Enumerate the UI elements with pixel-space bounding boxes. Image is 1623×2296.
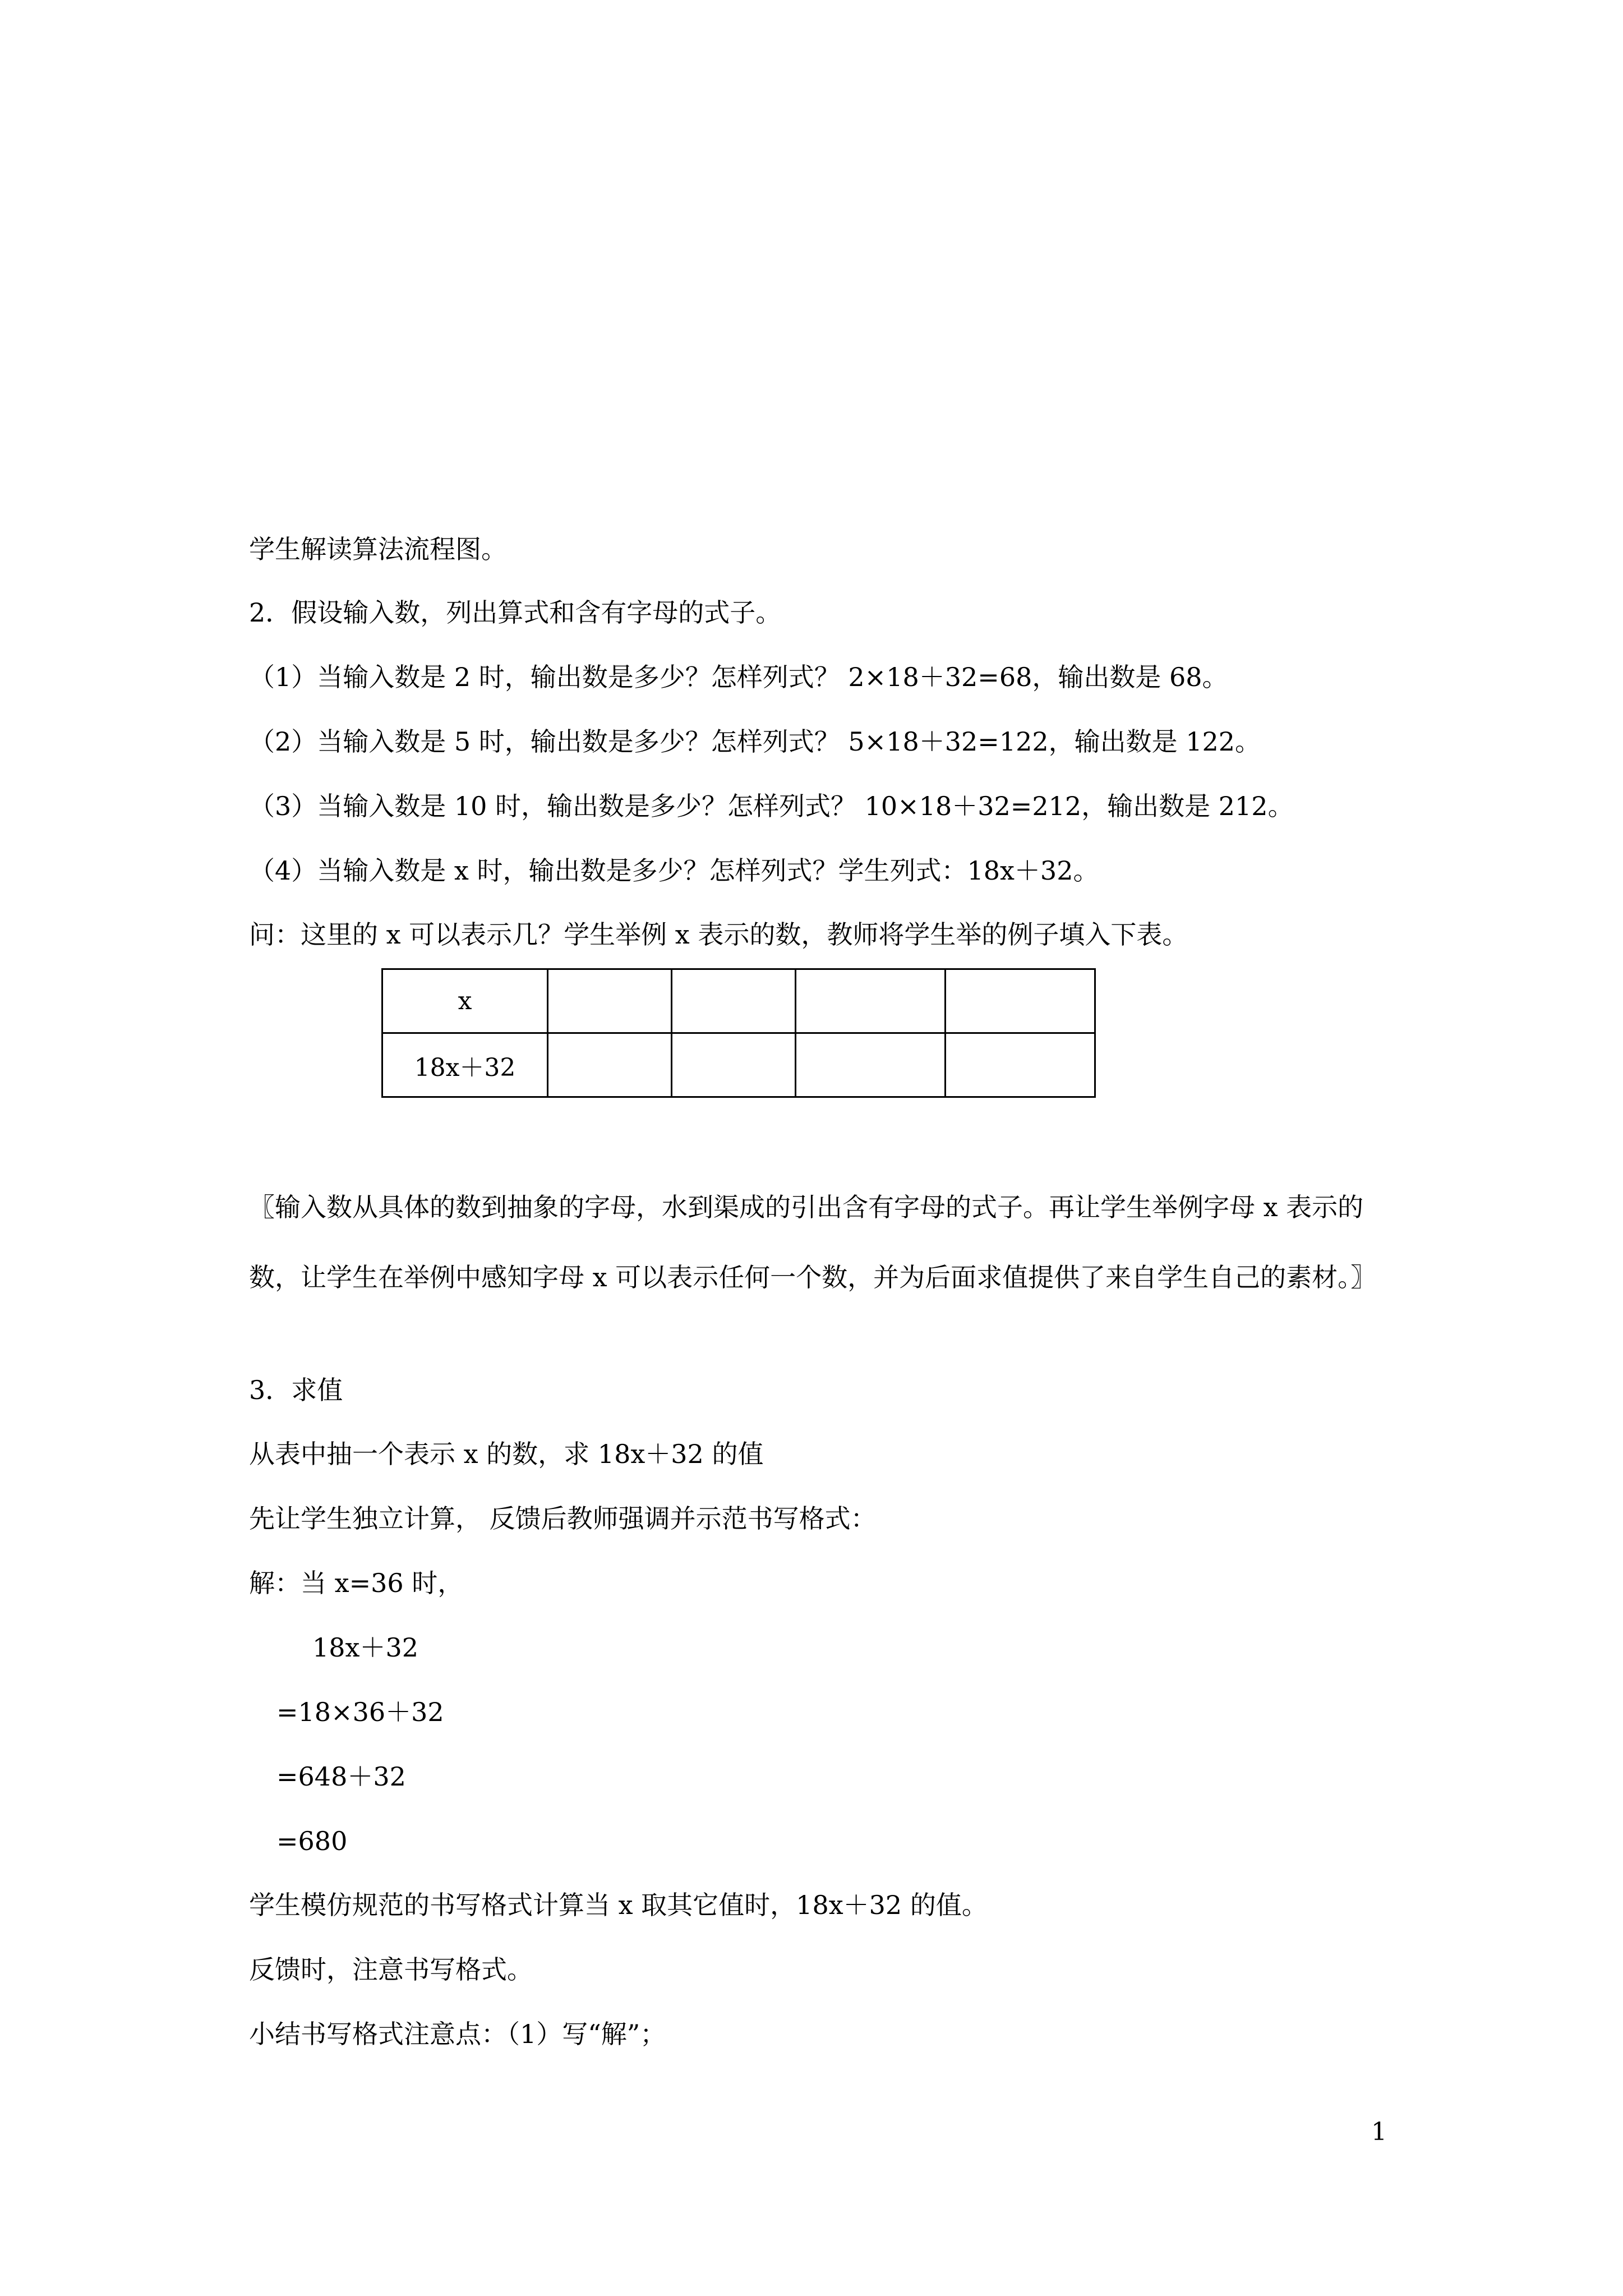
page-number: 1 [1371, 2118, 1387, 2146]
text-line: 问：这里的 x 可以表示几？学生举例 x 表示的数，教师将学生举的例子填入下表。 [249, 919, 1188, 950]
math-step: =18×36＋32 [276, 1697, 444, 1727]
text-line: 先让学生独立计算， 反馈后教师强调并示范书写格式： [249, 1503, 877, 1534]
table-cell [946, 1033, 1095, 1097]
text-line: 解：当 x=36 时， [249, 1568, 464, 1598]
section-heading: 3．求值 [249, 1375, 343, 1405]
table-cell [548, 969, 672, 1033]
text-line: 学生模仿规范的书写格式计算当 x 取其它值时，18x＋32 的值。 [249, 1890, 988, 1920]
text-line: （4）当输入数是 x 时，输出数是多少？怎样列式？学生列式：18x＋32。 [249, 855, 1099, 886]
math-step: 18x＋32 [312, 1632, 419, 1663]
table-cell: x [382, 969, 548, 1033]
table-cell [796, 1033, 946, 1097]
text-line: 从表中抽一个表示 x 的数，求 18x＋32 的值 [249, 1439, 764, 1469]
example-table [381, 968, 1096, 1098]
math-step: =648＋32 [276, 1761, 406, 1792]
table-cell [796, 969, 946, 1033]
table-cell [946, 969, 1095, 1033]
text-line: （1）当输入数是 2 时，输出数是多少？怎样列式？ 2×18＋32=68，输出数是 68。 [249, 662, 1228, 692]
table-cell [548, 1033, 672, 1097]
text-line: （2）当输入数是 5 时，输出数是多少？怎样列式？ 5×18＋32=122，输出数是 122。 [249, 726, 1261, 757]
table-cell: 18x＋32 [382, 1033, 548, 1097]
design-note: 〖输入数从具体的数到抽象的字母，水到渠成的引出含有字母的式子。再让学生举例字母 x 表示的数，让学生在举例中感知字母 x 可以表示任何一个数，并为后面求值提供了来自学生自己的素材。〗 [249, 1192, 1377, 1292]
table-cell [672, 1033, 796, 1097]
table-row [382, 1033, 1095, 1097]
text-line: 学生解读算法流程图。 [249, 534, 507, 564]
table-cell [672, 969, 796, 1033]
table-row [382, 969, 1095, 1033]
text-line: （3）当输入数是 10 时，输出数是多少？怎样列式？ 10×18＋32=212，输出数是 212。 [249, 791, 1294, 821]
text-line: 小结书写格式注意点：（1）写“解”； [249, 2019, 666, 2049]
math-step: =680 [276, 1826, 348, 1856]
section-heading: 2．假设输入数，列出算式和含有字母的式子。 [249, 597, 782, 628]
text-line: 反馈时，注意书写格式。 [249, 1954, 533, 1985]
